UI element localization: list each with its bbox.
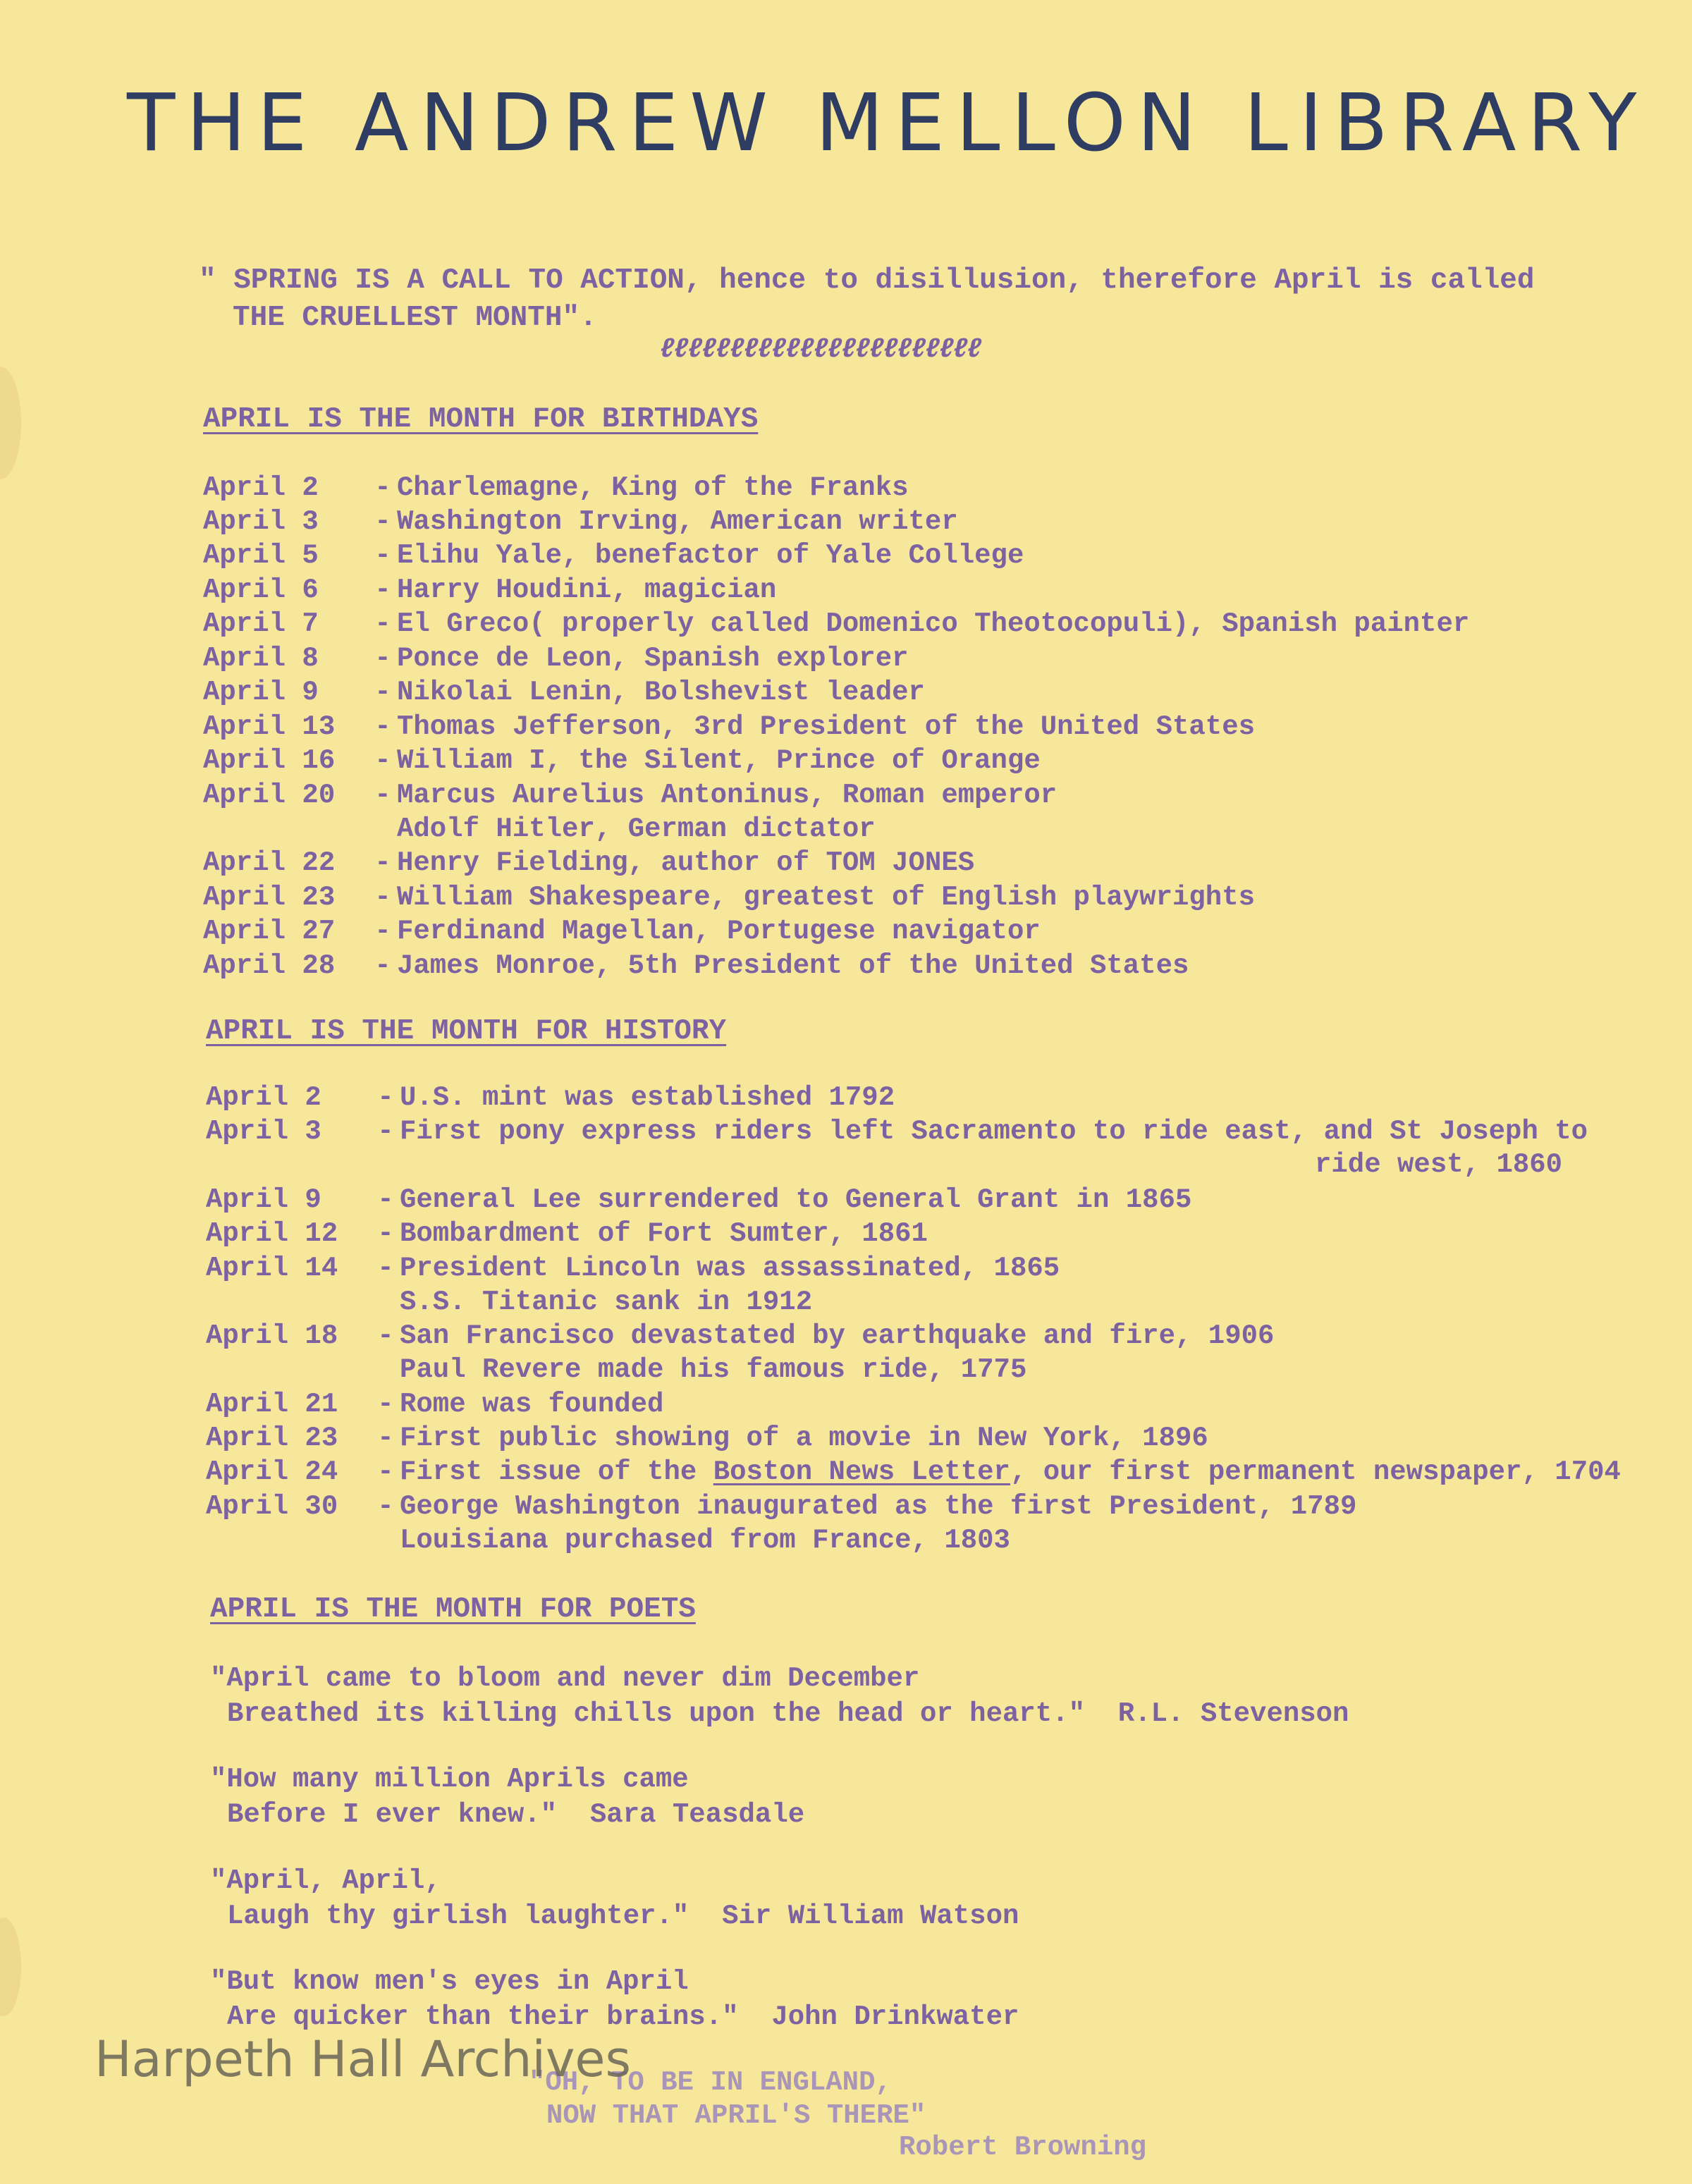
- row-date: April 9: [206, 1184, 321, 1215]
- row-date: April 23: [206, 1423, 338, 1454]
- paper-stain: [0, 1918, 21, 2016]
- poem-stevenson-line-2: Breathed its killing chills upon the head or heart." R.L. Stevenson: [227, 1698, 1349, 1729]
- history-row: [206, 1456, 1621, 1487]
- row-text: General Lee surrendered to General Grant in 1865: [400, 1184, 1192, 1215]
- birthdays-row: [203, 677, 925, 708]
- birthdays-row: [203, 608, 1469, 639]
- row-text: First issue of the: [400, 1456, 713, 1487]
- row-dash: -: [374, 575, 391, 606]
- row-date: April 18: [206, 1320, 338, 1351]
- row-date: April 16: [203, 745, 336, 776]
- row-text: James Monroe, 5th President of the United States: [397, 950, 1189, 981]
- row-date: April 3: [203, 506, 319, 537]
- birthdays-row: [203, 506, 958, 537]
- row-dash: -: [374, 472, 391, 503]
- poem-teasdale-line-2: Before I ever knew." Sara Teasdale: [227, 1799, 805, 1830]
- poem-browning-line-1: "OH, TO BE IN ENGLAND,: [529, 2067, 892, 2098]
- row-dash: -: [377, 1389, 394, 1420]
- row-text: George Washington inaugurated as the first President, 1789: [400, 1491, 1357, 1522]
- row-date: April 27: [203, 916, 336, 947]
- poem-stevenson-line-1: "April came to bloom and never dim December: [210, 1663, 920, 1694]
- row-text: Washington Irving, American writer: [397, 506, 958, 537]
- history-row: [206, 1116, 1588, 1147]
- row-text: El Greco( properly called Domenico Theotocopuli), Spanish painter: [397, 608, 1470, 639]
- ornament-divider: ℓℓℓℓℓℓℓℓℓℓℓℓℓℓℓℓℓℓℓℓℓℓℓ: [659, 335, 981, 365]
- row-dash: -: [374, 847, 391, 878]
- row-date: April 6: [203, 575, 319, 606]
- row-dash: -: [377, 1218, 394, 1249]
- row-date: April 2: [203, 472, 319, 503]
- birthdays-row: [203, 643, 909, 674]
- history-row: [206, 1082, 895, 1113]
- poem-teasdale-line-1: "How many million Aprils came: [210, 1764, 689, 1795]
- history-row: [400, 1354, 1026, 1385]
- poem-drinkwater-line-2: Are quicker than their brains." John Drinkwater: [227, 2001, 1019, 2032]
- poem-browning-line-2: NOW THAT APRIL'S THERE": [546, 2100, 926, 2131]
- row-dash: -: [374, 540, 391, 571]
- birthdays-row: [203, 950, 1189, 981]
- archive-watermark: Harpeth Hall Archives: [94, 2030, 631, 2088]
- row-text: San Francisco devastated by earthquake and fire, 1906: [400, 1320, 1275, 1351]
- row-date: April 23: [203, 882, 336, 913]
- row-text: Bombardment of Fort Sumter, 1861: [400, 1218, 928, 1249]
- history-row: [206, 1389, 663, 1420]
- row-date: April 28: [203, 950, 336, 981]
- history-row: [206, 1491, 1356, 1522]
- row-dash: -: [377, 1320, 394, 1351]
- row-dash: -: [374, 950, 391, 981]
- row-dash: -: [374, 677, 391, 708]
- row-date: April 20: [203, 780, 336, 811]
- row-text: Nikolai Lenin, Bolshevist leader: [397, 677, 925, 708]
- row-text: President Lincoln was assassinated, 1865: [400, 1253, 1060, 1284]
- row-date: April 7: [203, 608, 319, 639]
- history-heading: APRIL IS THE MONTH FOR HISTORY: [206, 1015, 727, 1048]
- row-text: Paul Revere made his famous ride, 1775: [400, 1354, 1027, 1385]
- history-row: [206, 1320, 1274, 1351]
- row-dash: -: [374, 780, 391, 811]
- row-dash: -: [377, 1253, 394, 1284]
- row-dash: -: [377, 1116, 394, 1147]
- row-dash: -: [377, 1184, 394, 1215]
- row-date: April 2: [206, 1082, 321, 1113]
- row-dash: -: [374, 643, 391, 674]
- row-text: Rome was founded: [400, 1389, 664, 1420]
- poem-browning-author: Robert Browning: [899, 2132, 1147, 2163]
- poem-watson-line-2: Laugh thy girlish laughter." Sir William Watson: [227, 1901, 1019, 1932]
- row-text: Louisiana purchased from France, 1803: [400, 1525, 1010, 1556]
- row-text: First public showing of a movie in New York, 1896: [400, 1423, 1208, 1454]
- row-date: April 3: [206, 1116, 321, 1147]
- row-text: U.S. mint was established 1792: [400, 1082, 895, 1113]
- poem-watson-line-1: "April, April,: [210, 1865, 441, 1896]
- row-date: April 14: [206, 1253, 338, 1284]
- row-text: Charlemagne, King of the Franks: [397, 472, 909, 503]
- row-text: S.S. Titanic sank in 1912: [400, 1287, 813, 1318]
- row-date: April 13: [203, 711, 336, 742]
- row-dash: -: [377, 1423, 394, 1454]
- quote-line-2: THE CRUELLEST MONTH".: [233, 302, 597, 334]
- row-date: April 8: [203, 643, 319, 674]
- poets-heading: APRIL IS THE MONTH FOR POETS: [210, 1593, 696, 1626]
- row-text: Harry Houdini, magician: [397, 575, 777, 606]
- row-text: Elihu Yale, benefactor of Yale College: [397, 540, 1024, 571]
- row-dash: -: [377, 1456, 394, 1487]
- history-row: [206, 1253, 1060, 1284]
- row-text: Thomas Jefferson, 3rd President of the United States: [397, 711, 1255, 742]
- history-row: [206, 1218, 928, 1249]
- row-text: Marcus Aurelius Antoninus, Roman emperor: [397, 780, 1058, 811]
- paper-stain: [0, 367, 21, 479]
- birthdays-row: [203, 780, 1057, 811]
- history-row: [206, 1423, 1208, 1454]
- row-date: April 12: [206, 1218, 338, 1249]
- birthdays-row: [203, 711, 1255, 742]
- quote-line-1: " SPRING IS A CALL TO ACTION, hence to disillusion, therefore April is called: [199, 264, 1535, 297]
- row-text: William I, the Silent, Prince of Orange: [397, 745, 1041, 776]
- birthdays-row: [203, 882, 1255, 913]
- birthdays-row: [397, 814, 876, 845]
- row-text: First pony express riders left Sacramento to ride east, and St Joseph to: [400, 1116, 1588, 1147]
- row-date: April 9: [203, 677, 319, 708]
- poem-drinkwater-line-1: "But know men's eyes in April: [210, 1966, 689, 1997]
- row-dash: -: [374, 916, 391, 947]
- row-text: ride west, 1860: [1315, 1149, 1563, 1180]
- row-dash: -: [377, 1491, 394, 1522]
- row-text: Ferdinand Magellan, Portugese navigator: [397, 916, 1041, 947]
- row-date: April 21: [206, 1389, 338, 1420]
- history-row: [1315, 1149, 1562, 1180]
- birthdays-row: [203, 575, 776, 606]
- row-date: April 5: [203, 540, 319, 571]
- page-title: THE ANDREW MELLON LIBRARY: [127, 78, 1648, 169]
- birthdays-row: [203, 916, 1041, 947]
- history-row: [400, 1525, 1010, 1556]
- history-row: [400, 1287, 812, 1318]
- birthdays-row: [203, 472, 909, 503]
- row-date: April 22: [203, 847, 336, 878]
- row-text: Henry Fielding, author of TOM JONES: [397, 847, 975, 878]
- birthdays-row: [203, 847, 974, 878]
- row-text: William Shakespeare, greatest of English playwrights: [397, 882, 1255, 913]
- birthdays-heading: APRIL IS THE MONTH FOR BIRTHDAYS: [203, 403, 759, 436]
- birthdays-row: [203, 745, 1041, 776]
- row-date: April 24: [206, 1456, 338, 1487]
- row-dash: -: [374, 506, 391, 537]
- newspaper-title: Boston News Letter: [713, 1456, 1010, 1487]
- row-dash: -: [374, 608, 391, 639]
- birthdays-row: [203, 540, 1024, 571]
- row-date: April 30: [206, 1491, 338, 1522]
- row-text: Ponce de Leon, Spanish explorer: [397, 643, 909, 674]
- history-row: [206, 1184, 1191, 1215]
- row-dash: -: [374, 882, 391, 913]
- row-text: , our first permanent newspaper, 1704: [1010, 1456, 1621, 1487]
- row-dash: -: [374, 745, 391, 776]
- row-dash: -: [374, 711, 391, 742]
- row-text: Adolf Hitler, German dictator: [397, 814, 876, 845]
- row-dash: -: [377, 1082, 394, 1113]
